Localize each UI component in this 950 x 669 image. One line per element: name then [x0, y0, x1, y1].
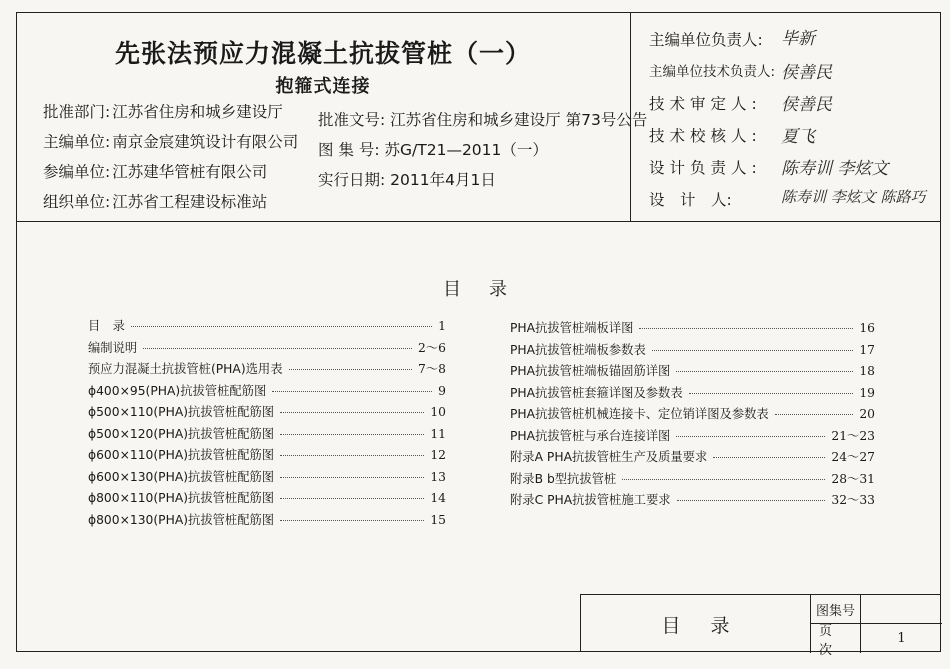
sub-title: 抱箍式连接 [275, 76, 371, 97]
toc-leader [676, 371, 853, 372]
toc-item-title: 附录A PHA抗拔管桩生产及质量要求 [510, 450, 708, 464]
org-co-editor [43, 160, 267, 182]
toc-right-column [510, 318, 875, 512]
org-label: 组织单位: [43, 193, 111, 211]
toc-leader [289, 369, 413, 370]
toc-item-page: 32～33 [831, 493, 875, 507]
toc-item[interactable] [510, 447, 875, 469]
toc-item-page: 17 [859, 342, 875, 357]
signature: 陈寿训 李炫文 [781, 159, 889, 179]
toc-leader [639, 328, 853, 329]
toc-item-title: ϕ800×130(PHA)抗拔管桩配筋图 [88, 512, 275, 527]
toc-leader [775, 414, 854, 415]
title-block-name: 目录 [581, 595, 811, 653]
toc-item-page: 10 [430, 405, 446, 419]
toc-leader [652, 350, 854, 351]
toc-item[interactable] [510, 318, 875, 340]
toc-item-title: ϕ600×110(PHA)抗拔管桩配筋图 [88, 448, 275, 462]
person-label: 设计负责人: [649, 159, 762, 177]
toc-item-title: PHA抗拔管桩套箍详图及参数表 [510, 385, 683, 400]
toc-leader [280, 412, 424, 413]
toc-item[interactable] [510, 383, 875, 405]
approval-label: 批准文号: [318, 111, 386, 129]
toc-item[interactable] [88, 510, 446, 532]
toc-item-page: 1 [438, 319, 446, 333]
toc-leader [280, 498, 424, 499]
toc-item-page: 15 [430, 512, 446, 527]
org-label: 批准部门: [43, 103, 111, 121]
toc-item-page: 28～31 [831, 471, 875, 486]
toc-item[interactable] [510, 469, 875, 491]
atlas-number-value [861, 595, 942, 624]
person-row-tech-review [649, 92, 767, 114]
page-number-value: 1 [897, 631, 906, 646]
toc-item-page: 11 [430, 426, 446, 441]
toc-item-title: ϕ500×120(PHA)抗拔管桩配筋图 [88, 426, 275, 441]
toc-item[interactable] [88, 338, 446, 360]
toc-leader [272, 391, 432, 392]
approval-value: 苏G/T21—2011（一） [384, 141, 548, 159]
toc-item[interactable] [510, 340, 875, 362]
toc-item[interactable] [510, 426, 875, 448]
toc-leader [280, 455, 424, 456]
toc-item-page: 7～8 [418, 362, 446, 376]
toc-item-title: PHA抗拔管桩端板详图 [510, 321, 634, 335]
toc-item-title: 预应力混凝土抗拔管桩(PHA)选用表 [88, 362, 283, 376]
toc-item-title: PHA抗拔管桩端板参数表 [510, 342, 646, 357]
atlas-number-label: 图集号 [811, 595, 861, 624]
approval-atlas-no [318, 138, 548, 160]
org-approval-dept [43, 100, 283, 122]
toc-leader [676, 436, 825, 437]
toc-leader [280, 434, 424, 435]
toc-item[interactable] [88, 467, 446, 489]
org-value: 江苏省工程建设标准站 [112, 193, 268, 211]
toc-item-title: PHA抗拔管桩机械连接卡、定位销详图及参数表 [510, 407, 769, 421]
toc-item[interactable] [88, 359, 446, 381]
person-label: 主编单位负责人: [649, 31, 763, 49]
toc-item-page: 13 [430, 469, 446, 484]
title-block [580, 594, 941, 658]
page-number-label: 页次 [811, 624, 861, 653]
toc-item-title: 附录C PHA抗拔管桩施工要求 [510, 493, 671, 507]
toc-item[interactable] [510, 361, 875, 383]
toc-item-title: 目 录 [88, 319, 125, 333]
toc-item-page: 21～23 [831, 428, 875, 443]
toc-item[interactable] [88, 381, 446, 403]
org-chief-editor [43, 130, 298, 152]
approval-effective-date [318, 168, 496, 190]
toc-leader [689, 393, 854, 394]
person-row-design-lead [649, 156, 767, 178]
toc-item-title: ϕ600×130(PHA)抗拔管桩配筋图 [88, 469, 275, 484]
org-value: 南京金宸建筑设计有限公司 [112, 133, 299, 151]
toc-item-title: 附录B b型抗拔管桩 [510, 471, 617, 486]
toc-item-page: 12 [430, 448, 446, 462]
signature: 毕新 [781, 29, 815, 49]
toc-item-title: PHA抗拔管桩与承台连接详图 [510, 428, 671, 443]
person-row-designer [649, 188, 767, 210]
toc-item-title: PHA抗拔管桩端板锚固筋详图 [510, 364, 671, 378]
person-row-chief-unit [649, 28, 767, 50]
toc-item-title: ϕ800×110(PHA)抗拔管桩配筋图 [88, 491, 275, 505]
toc-item-page: 2～6 [418, 340, 446, 355]
toc-item-page: 24～27 [831, 450, 875, 464]
toc-left-column [88, 316, 446, 531]
org-organizer [43, 190, 267, 212]
toc-heading: 目录 [443, 279, 535, 300]
toc-item-title: ϕ500×110(PHA)抗拔管桩配筋图 [88, 405, 275, 419]
person-label: 技术校核人: [649, 127, 762, 145]
approval-value: 江苏省住房和城乡建设厅 第73号公告 [390, 111, 648, 129]
toc-leader [677, 500, 826, 501]
org-label: 主编单位: [43, 133, 111, 151]
toc-item[interactable] [88, 316, 446, 338]
signature: 侯善民 [781, 63, 832, 83]
toc-leader [713, 457, 825, 458]
signature: 侯善民 [781, 95, 832, 115]
toc-leader [143, 348, 412, 349]
toc-item[interactable] [510, 404, 875, 426]
org-label: 参编单位: [43, 163, 111, 181]
toc-leader [280, 520, 424, 521]
signature: 陈寿训 李炫文 陈路巧 [781, 188, 926, 206]
toc-item-page: 19 [859, 385, 875, 400]
org-value: 江苏省住房和城乡建设厅 [112, 103, 283, 121]
person-label: 设 计 人: [649, 191, 732, 209]
toc-item[interactable] [88, 424, 446, 446]
approval-label: 实行日期: [318, 171, 386, 189]
toc-leader [131, 326, 432, 327]
main-title: 先张法预应力混凝土抗拔管桩（一） [114, 39, 531, 68]
toc-item-title: ϕ400×95(PHA)抗拔管桩配筋图 [88, 383, 267, 398]
toc-item-page: 18 [859, 364, 875, 378]
toc-item-page: 16 [859, 321, 875, 335]
toc-item[interactable] [88, 488, 446, 510]
header-left [16, 12, 648, 222]
org-value: 江苏建华管桩有限公司 [112, 163, 268, 181]
person-row-chief-tech [649, 60, 776, 80]
person-label: 技术审定人: [649, 95, 762, 113]
approval-label: 图 集 号: [318, 141, 380, 159]
approval-doc-no [318, 108, 647, 130]
toc-item[interactable] [510, 490, 875, 512]
toc-item[interactable] [88, 445, 446, 467]
toc-item-title: 编制说明 [88, 340, 138, 355]
approval-value: 2011年4月1日 [390, 171, 496, 189]
title-header [16, 12, 941, 222]
toc-item[interactable] [88, 402, 446, 424]
toc-item-page: 9 [438, 383, 446, 398]
toc-leader [280, 477, 424, 478]
person-row-tech-check [649, 124, 767, 146]
toc-item-page: 20 [859, 407, 875, 421]
header-responsible-persons [630, 12, 941, 222]
toc-leader [622, 479, 825, 480]
toc-item-page: 14 [430, 491, 446, 505]
signature: 夏飞 [781, 127, 815, 147]
person-label: 主编单位技术负责人: [649, 64, 776, 80]
